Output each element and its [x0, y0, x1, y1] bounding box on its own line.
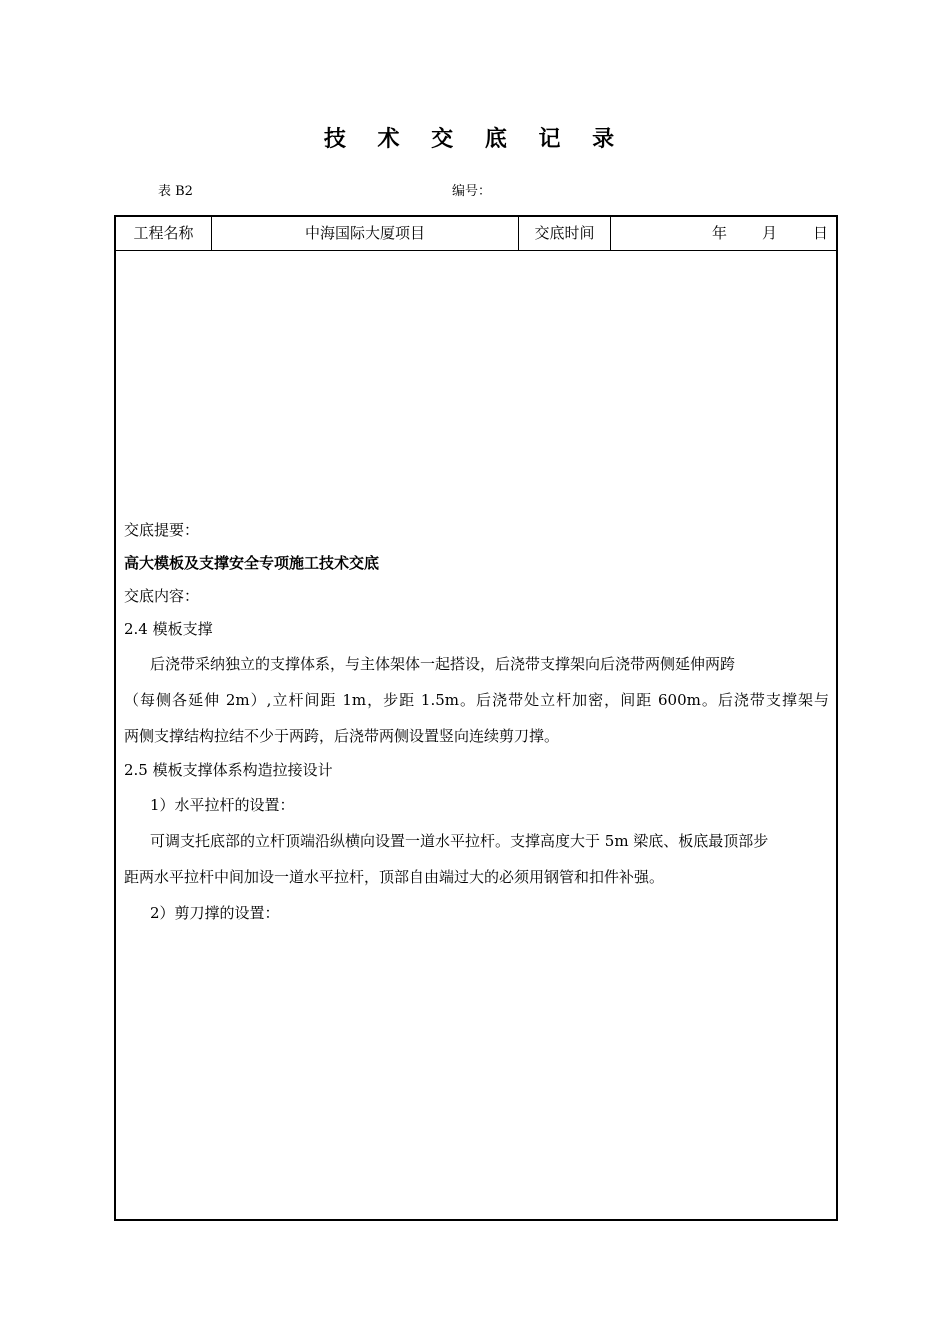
paragraph-line: 后浇带采纳独立的支撑体系，与主体架体一起搭设，后浇带支撑架向后浇带两侧延伸两跨	[150, 655, 736, 673]
day-label: 日	[813, 224, 829, 242]
section-heading: 2.4 模板支撑	[124, 620, 213, 638]
list-item-title: 2）剪刀撑的设置：	[150, 904, 280, 922]
paragraph-line: （每侧各延伸 2m）,立杆间距 1m，步距 1.5m。后浇带处立杆加密，间距 600m。后浇带支撑架与	[124, 691, 829, 709]
form-code: 表 B2	[158, 184, 193, 199]
serial-number-label: 编号：	[452, 184, 492, 199]
paragraph-line: 两侧支撑结构拉结不少于两跨，后浇带两侧设置竖向连续剪刀撑。	[124, 727, 560, 745]
handover-time-label: 交底时间	[519, 217, 611, 250]
document-title: 技 术 交 底 记 录	[323, 127, 627, 152]
header-row	[116, 217, 836, 251]
paragraph-line: 可调支托底部的立杆顶端沿纵横向设置一道水平拉杆。支撑高度大于 5m 梁底、板底最顶部步	[150, 832, 769, 850]
handover-time-value	[611, 217, 836, 250]
section-heading: 2.5 模板支撑体系构造拉接设计	[124, 761, 333, 779]
handover-form	[114, 215, 838, 1221]
content-label: 交底内容：	[124, 587, 200, 605]
list-item-title: 1）水平拉杆的设置：	[150, 796, 295, 814]
summary-title: 高大模板及支撑安全专项施工技术交底	[124, 554, 380, 572]
year-label: 年	[712, 224, 728, 242]
paragraph-line: 距两水平拉杆中间加设一道水平拉杆，顶部自由端过大的必须用钢管和扣件补强。	[124, 868, 665, 886]
handover-content	[124, 513, 829, 931]
project-name-label: 工程名称	[116, 217, 212, 250]
project-name-value: 中海国际大厦项目	[212, 217, 519, 250]
summary-label: 交底提要：	[124, 521, 200, 539]
month-label: 月	[762, 224, 778, 242]
